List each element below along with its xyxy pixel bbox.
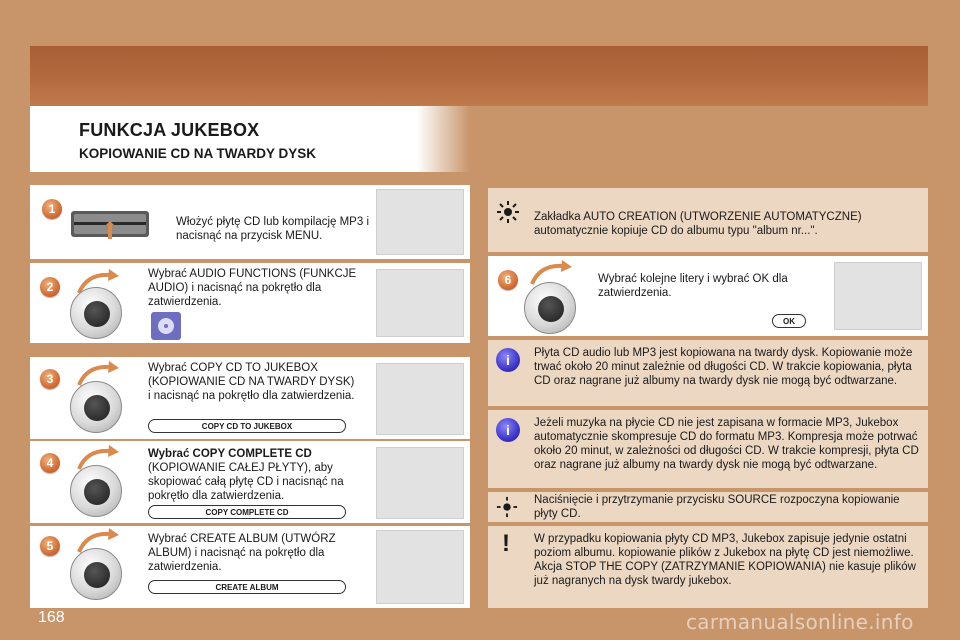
step-3-badge: 3 xyxy=(40,369,60,389)
step-4-text-bold: Wybrać COPY COMPLETE CD xyxy=(148,448,312,460)
step-6-panel xyxy=(488,256,928,336)
sun-icon xyxy=(496,200,520,224)
step-2-text: Wybrać AUDIO FUNCTIONS (FUNKCJE AUDIO) i nacisnąć na pokrętło dla zatwierdzenia. xyxy=(148,268,357,308)
ok-button[interactable]: OK xyxy=(772,314,806,328)
device-image xyxy=(376,530,464,604)
page-subtitle: KOPIOWANIE CD NA TWARDY DYSK xyxy=(79,146,317,161)
auto-creation-text: Zakładka AUTO CREATION (UTWORZENIE AUTOMATYCZNE) automatycznie kopiuje CD do albumu typu "album nr...". xyxy=(534,211,862,237)
device-image xyxy=(376,189,464,255)
step-4-panel xyxy=(30,441,470,523)
auto-creation-panel xyxy=(488,188,928,252)
sun-icon xyxy=(496,496,518,518)
create-album-button[interactable]: CREATE ALBUM xyxy=(148,580,346,594)
watermark: carmanualsonline.info xyxy=(686,610,914,634)
device-image xyxy=(376,363,464,435)
knob-icon xyxy=(70,381,122,433)
info-icon: i xyxy=(496,348,520,372)
step-5-text: Wybrać CREATE ALBUM (UTWÓRZ ALBUM) i nacisnąć na pokrętło dla zatwierdzenia. xyxy=(148,533,336,573)
step-5-badge: 5 xyxy=(40,536,60,556)
device-image xyxy=(834,262,922,330)
device-image xyxy=(376,447,464,519)
knob-icon xyxy=(70,548,122,600)
warning-text: W przypadku kopiowania płyty CD MP3, Jukebox zapisuje jedynie ostatni poziom albumu. kopiowanie plików z Jukebox na płytę CD jest niemożliwe. Akcja STOP THE COPY (ZATRZYMANIE KOPIOWANIA) nie kasuje plików już nagranych na dysk twardy jukebox. xyxy=(534,533,916,587)
info-text-2: Jeżeli muzyka na płycie CD nie jest zapisana w formacie MP3, Jukebox automatycznie skompresuje CD do formatu MP3. Kompresja może potrwać około 20 minut, w zależności od długości CD. W trakcie kompresji, płyta CD oraz nagrane już albumy na twardy dysk nie mogą być odtwarzane. xyxy=(534,417,919,471)
warning-panel xyxy=(488,526,928,608)
step-4-text xyxy=(148,447,370,503)
step-3-panel xyxy=(30,357,470,439)
info-text-3: Naciśnięcie i przytrzymanie przycisku SOURCE rozpoczyna kopiowanie płyty CD. xyxy=(534,494,900,520)
step-5-panel xyxy=(30,526,470,608)
knob-icon xyxy=(524,282,576,334)
step-6-text: Wybrać kolejne litery i wybrać OK dla zatwierdzenia. xyxy=(598,273,788,299)
knob-icon xyxy=(70,465,122,517)
media-icon xyxy=(150,311,182,341)
warning-icon: ! xyxy=(502,530,510,557)
step-4-badge: 4 xyxy=(40,453,60,473)
title-box xyxy=(30,106,470,172)
step-2-panel xyxy=(30,263,470,343)
info-panel-1 xyxy=(488,340,928,406)
copy-complete-cd-button[interactable]: COPY COMPLETE CD xyxy=(148,505,346,519)
step-1-badge: 1 xyxy=(42,199,62,219)
step-3-text: Wybrać COPY CD TO JUKEBOX (KOPIOWANIE CD NA TWARDY DYSK) i nacisnąć na pokrętło dla zatwierdzenia. xyxy=(148,362,355,402)
device-image xyxy=(376,269,464,337)
top-band xyxy=(30,46,928,106)
info-text-1: Płyta CD audio lub MP3 jest kopiowana na twardy dysk. Kopiowanie może trwać około 20 minut zależnie od długości CD. W trakcie kopiowania, płyta CD oraz nagrane już albumy na twardy dysk nie mogą być odtwarzane. xyxy=(534,347,913,387)
page-title: FUNKCJA JUKEBOX xyxy=(79,120,260,140)
step-1-text: Włożyć płytę CD lub kompilację MP3 i nacisnąć na przycisk MENU. xyxy=(176,216,370,242)
step-6-badge: 6 xyxy=(498,270,518,290)
knob-icon xyxy=(70,287,122,339)
cd-slot-icon xyxy=(70,205,150,245)
info-panel-3 xyxy=(488,492,928,522)
info-icon: i xyxy=(496,418,520,442)
step-4-text-rest: (KOPIOWANIE CAŁEJ PŁYTY), aby skopiować całą płytę CD i nacisnąć na pokrętło dla zatwierdzenia. xyxy=(148,462,344,502)
info-panel-2 xyxy=(488,410,928,488)
step-2-badge: 2 xyxy=(40,277,60,297)
step-1-panel xyxy=(30,185,470,259)
copy-cd-to-jukebox-button[interactable]: COPY CD TO JUKEBOX xyxy=(148,419,346,433)
page-number: 168 xyxy=(38,609,65,626)
